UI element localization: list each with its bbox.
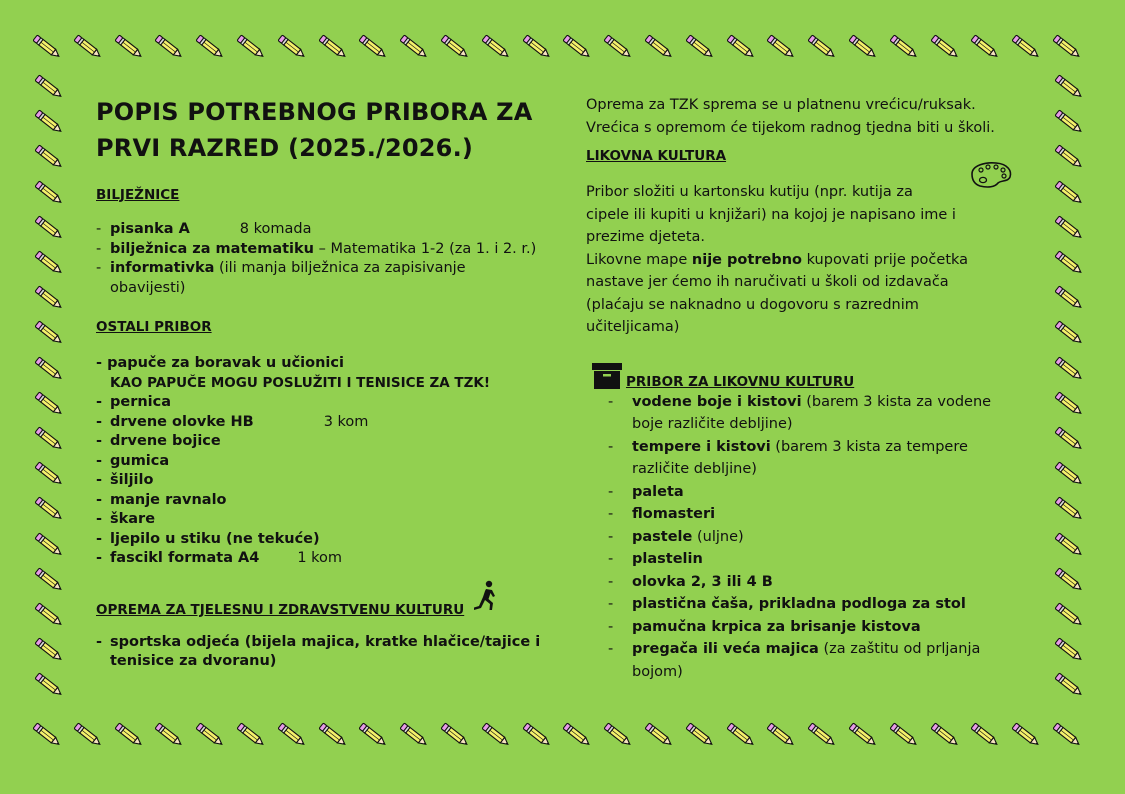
ostali-heading: OSTALI PRIBOR [96, 319, 212, 335]
item-detail: (za zaštitu od prljanja [818, 641, 981, 657]
runner-icon [472, 580, 500, 612]
item-name: tempere i kistovi [632, 438, 771, 455]
biljeznice-item-continued: obavijesti) [110, 279, 186, 296]
dash: - [608, 528, 614, 545]
item-name: ljepilo u stiku (ne tekuće) [110, 530, 320, 547]
pencil-icon [32, 142, 66, 172]
pencil-icon [71, 32, 105, 62]
pencil-icon [1009, 720, 1043, 750]
item-name: vodene boje i kistovi [632, 393, 802, 410]
ostali-list [96, 393, 566, 569]
dash: - [96, 550, 103, 566]
item-name: paleta [632, 483, 684, 500]
pencil-icon [1052, 670, 1086, 700]
mape-line: učiteljicama) [586, 319, 680, 335]
pencil-icon [316, 32, 350, 62]
pencil-icon [968, 32, 1002, 62]
dash: - [96, 240, 102, 257]
pencil-icon [438, 32, 472, 62]
dash: - [608, 596, 614, 612]
dash: - [608, 483, 614, 500]
pribor-item [608, 571, 1046, 594]
ostali-item [96, 549, 566, 569]
likovna-para-line: prezime djeteta. [586, 229, 706, 245]
dash: - [608, 641, 614, 657]
item-name: pamučna krpica za brisanje kistova [632, 618, 921, 635]
pencil-icon [32, 600, 66, 630]
pencil-border-top [30, 32, 1095, 68]
pencil-icon [764, 32, 798, 62]
item-name: gumica [110, 452, 170, 469]
pencil-icon [152, 32, 186, 62]
ostali-lead: - papuče za boravak u učionici [96, 355, 344, 371]
pencil-icon [1052, 635, 1086, 665]
pencil-icon [30, 32, 64, 62]
item-name: drvene bojice [110, 433, 221, 449]
pribor-item-continued: bojom) [632, 663, 683, 680]
pribor-item-continued: boje različite debljine) [632, 416, 793, 432]
pribor-list [586, 391, 1046, 684]
pencil-icon [805, 32, 839, 62]
dash: - [608, 573, 614, 590]
pencil-icon [32, 354, 66, 384]
pencil-icon [1050, 720, 1084, 750]
dash: - [96, 491, 103, 508]
ostali-item [96, 471, 566, 491]
pencil-icon [32, 389, 66, 419]
dash: - [96, 472, 103, 488]
pencil-icon [193, 32, 227, 62]
pencil-icon [479, 32, 513, 62]
dash: - [96, 394, 103, 410]
pencil-border-bottom [30, 720, 1095, 756]
mape-post: kupovati prije početka [801, 251, 969, 268]
pencil-icon [520, 32, 554, 62]
pencil-icon [1052, 318, 1086, 348]
dash: - [96, 633, 103, 650]
pencil-border-left [32, 72, 72, 722]
tzk-item [96, 633, 566, 653]
item-qty: 3 kom [323, 413, 369, 430]
pencil-icon [601, 32, 635, 62]
ostali-item [96, 413, 566, 433]
ostali-item [96, 432, 566, 452]
pencil-icon [1052, 530, 1086, 560]
pribor-item [608, 391, 1046, 414]
pencil-icon [601, 720, 635, 750]
ostali-item [96, 393, 566, 413]
pencil-icon [1052, 72, 1086, 102]
pencil-icon [32, 72, 66, 102]
dash: - [96, 511, 103, 527]
pencil-icon [520, 720, 554, 750]
dash: - [96, 413, 103, 430]
mape-line: (plaćaju se naknadno u dogovoru s razrednim [586, 296, 919, 313]
dash: - [96, 530, 103, 547]
pencil-icon [928, 720, 962, 750]
item-detail: (uljne) [692, 528, 744, 545]
pencil-icon [316, 720, 350, 750]
pencil-icon [764, 720, 798, 750]
pencil-icon [683, 720, 717, 750]
pencil-icon [193, 720, 227, 750]
item-name: olovka 2, 3 ili 4 B [632, 573, 773, 590]
pencil-icon [1052, 424, 1086, 454]
pencil-icon [724, 720, 758, 750]
pencil-icon [1052, 354, 1086, 384]
biljeznice-item [96, 220, 566, 240]
mape-line [586, 249, 1046, 272]
item-name: pernica [110, 394, 172, 410]
item-name: drvene olovke HB [110, 413, 254, 430]
dash: - [608, 551, 614, 567]
item-qty: 8 komada [239, 221, 312, 237]
biljeznice-heading: BILJEŽNICE [96, 187, 180, 203]
pencil-icon [356, 720, 390, 750]
tzk-note-line: Vrećica s opremom će tijekom radnog tjedna biti u školi. [586, 119, 995, 136]
item-name: pregača ili veća majica [632, 641, 819, 657]
ostali-item [96, 530, 566, 550]
dash: - [96, 433, 103, 449]
pencil-icon [1052, 283, 1086, 313]
title-line-2: PRVI RAZRED (2025./2026.) [96, 134, 474, 162]
pencil-icon [32, 459, 66, 489]
item-detail: (ili manja bilježnica za zapisivanje [214, 260, 466, 276]
tzk-item-text: sportska odjeća (bijela majica, kratke hlačice/tajice i [110, 633, 541, 650]
item-name: bilježnica za matematiku [110, 240, 314, 257]
pencil-icon [1052, 565, 1086, 595]
page-title [96, 94, 566, 166]
pencil-icon [71, 720, 105, 750]
item-name: šiljilo [110, 472, 154, 488]
pencil-icon [846, 32, 880, 62]
pribor-item [608, 503, 1046, 526]
pencil-icon [32, 318, 66, 348]
pribor-item [608, 481, 1046, 504]
item-name: plastelin [632, 551, 703, 567]
pencil-icon [275, 720, 309, 750]
item-name: manje ravnalo [110, 491, 227, 508]
pencil-icon [397, 32, 431, 62]
pencil-icon [1052, 178, 1086, 208]
dash: - [96, 221, 102, 237]
item-name: informativka [110, 260, 215, 276]
ostali-item [96, 510, 566, 530]
pencil-icon [1052, 389, 1086, 419]
pencil-icon [112, 720, 146, 750]
item-name: pisanka A [110, 221, 190, 237]
pencil-icon [32, 248, 66, 278]
likovna-para-line: Pribor složiti u kartonsku kutiju (npr. kutija za [586, 184, 913, 200]
pencil-icon [112, 32, 146, 62]
pencil-icon [1052, 459, 1086, 489]
item-name: fascikl formata A4 [110, 550, 260, 566]
item-detail: (barem 3 kista za vodene [801, 393, 992, 410]
pencil-icon [32, 213, 66, 243]
ostali-item [96, 491, 566, 511]
pencil-icon [887, 720, 921, 750]
mape-bold: nije potrebno [691, 251, 802, 268]
pribor-item [608, 593, 1046, 616]
ostali-item [96, 452, 566, 472]
ostali-note: KAO PAPUČE MOGU POSLUŽITI I TENISICE ZA TZK! [110, 374, 491, 391]
likovna-para-line: cipele ili kupiti u knjižari) na kojoj je napisano ime i [586, 206, 956, 223]
pencil-icon [928, 32, 962, 62]
pencil-icon [1052, 248, 1086, 278]
pribor-heading: PRIBOR ZA LIKOVNU KULTURU [626, 373, 855, 390]
title-line-1: POPIS POTREBNOG PRIBORA ZA [96, 98, 533, 126]
dash: - [608, 618, 614, 635]
pribor-item [608, 616, 1046, 639]
item-name: flomasteri [632, 506, 716, 522]
pencil-icon [1052, 600, 1086, 630]
dash: - [96, 260, 102, 276]
item-name: pastele [632, 528, 693, 545]
pencil-icon [32, 283, 66, 313]
pribor-item-continued: različite debljine) [632, 461, 757, 477]
pencil-icon [846, 720, 880, 750]
biljeznice-item [96, 259, 566, 279]
tzk-heading: OPREMA ZA TJELESNU I ZDRAVSTVENU KULTURU [96, 601, 465, 618]
pencil-icon [1009, 32, 1043, 62]
dash: - [608, 506, 614, 522]
dash: - [608, 393, 614, 410]
item-name: plastična čaša, prikladna podloga za stol [632, 596, 966, 612]
pencil-icon [32, 424, 66, 454]
pencil-icon [805, 720, 839, 750]
pencil-icon [32, 635, 66, 665]
pencil-icon [968, 720, 1002, 750]
pencil-icon [32, 670, 66, 700]
pencil-icon [32, 565, 66, 595]
tzk-item-continued: tenisice za dvoranu) [110, 653, 277, 669]
biljeznice-item [96, 240, 566, 260]
pribor-item [608, 436, 1046, 459]
pencil-border-right [1052, 72, 1092, 722]
pencil-icon [642, 720, 676, 750]
pencil-icon [887, 32, 921, 62]
pencil-icon [560, 720, 594, 750]
pencil-icon [32, 107, 66, 137]
pencil-icon [30, 720, 64, 750]
box-icon [591, 362, 623, 390]
pencil-icon [234, 32, 268, 62]
item-name: škare [110, 511, 156, 527]
pencil-icon [397, 720, 431, 750]
pencil-icon [356, 32, 390, 62]
likovna-heading: LIKOVNA KULTURA [586, 148, 727, 164]
pribor-item [608, 526, 1046, 549]
pencil-icon [32, 494, 66, 524]
pencil-icon [683, 32, 717, 62]
mape-line: nastave jer ćemo ih naručivati u školi od izdavača [586, 274, 949, 290]
dash: - [608, 438, 614, 455]
pencil-icon [1052, 142, 1086, 172]
pencil-icon [1052, 107, 1086, 137]
item-detail: – Matematika 1-2 (za 1. i 2. r.) [313, 240, 537, 257]
pencil-icon [1052, 213, 1086, 243]
pribor-item [608, 548, 1046, 571]
item-qty: 1 kom [297, 550, 343, 566]
pencil-icon [152, 720, 186, 750]
pencil-icon [642, 32, 676, 62]
pencil-icon [234, 720, 268, 750]
palette-icon [968, 160, 1014, 190]
dash: - [96, 452, 103, 469]
pencil-icon [1052, 494, 1086, 524]
pencil-icon [32, 530, 66, 560]
pencil-icon [1050, 32, 1084, 62]
pencil-icon [275, 32, 309, 62]
pencil-icon [560, 32, 594, 62]
pencil-icon [724, 32, 758, 62]
pribor-item [608, 638, 1046, 661]
tzk-note-line: Oprema za TZK sprema se u platnenu vrećicu/ruksak. [586, 97, 976, 113]
pencil-icon [32, 178, 66, 208]
mape-pre: Likovne mape [586, 251, 692, 268]
pencil-icon [479, 720, 513, 750]
item-detail: (barem 3 kista za tempere [770, 438, 968, 455]
pencil-icon [438, 720, 472, 750]
